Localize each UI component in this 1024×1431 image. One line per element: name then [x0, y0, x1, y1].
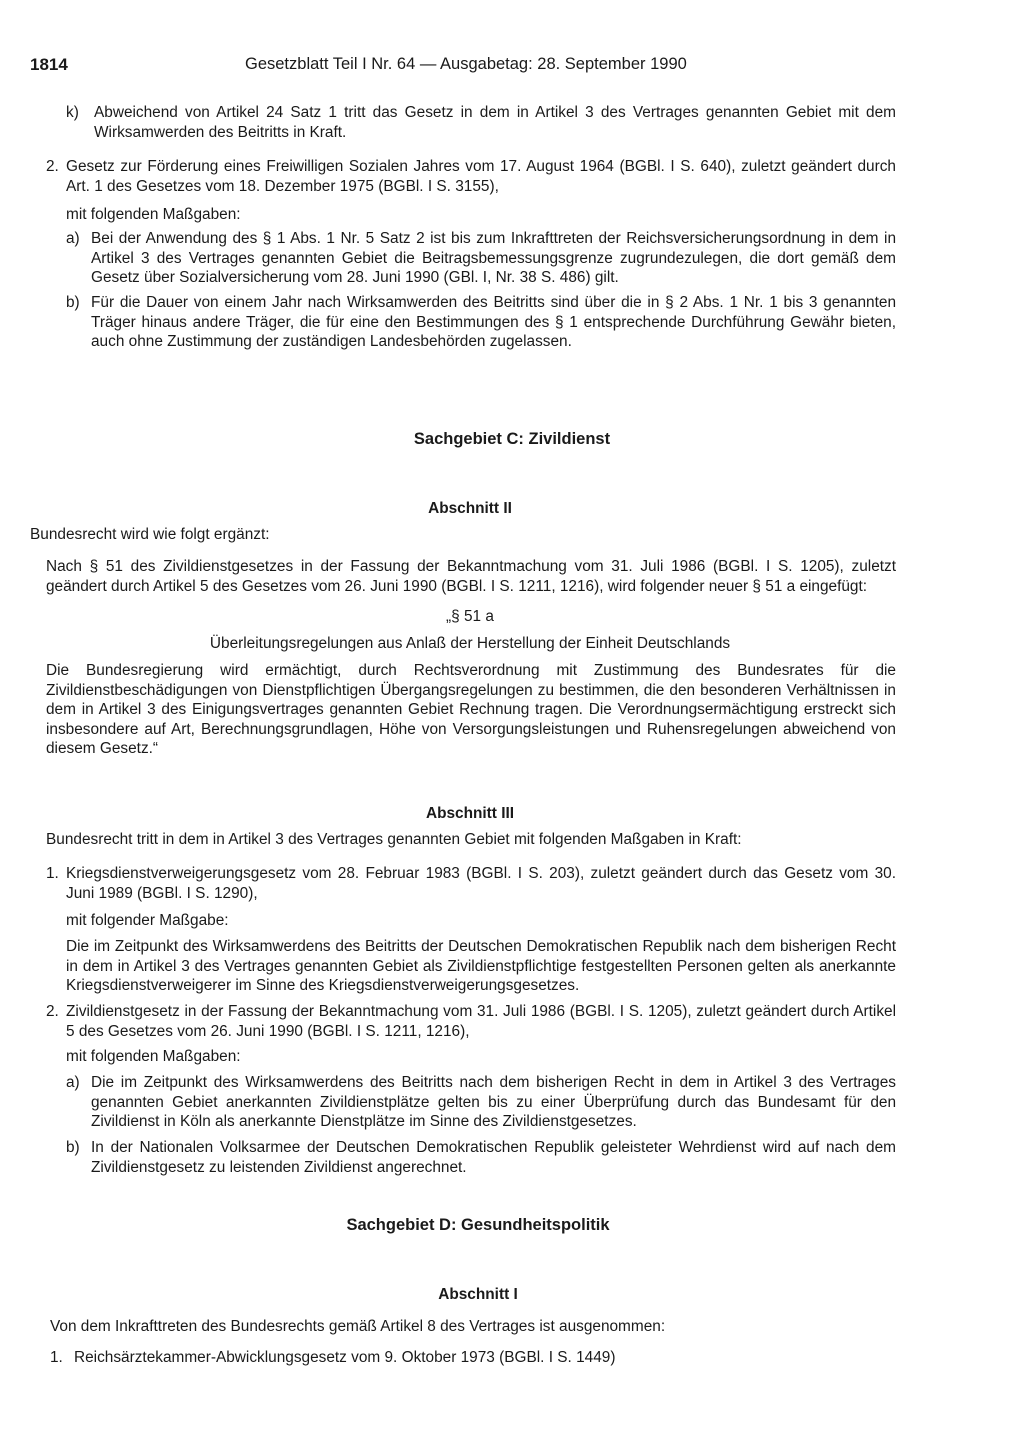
item-label: a) — [66, 1074, 80, 1091]
page-number: 1814 — [30, 55, 68, 74]
list-item-1-gesundheit — [50, 1348, 900, 1368]
list-item-2b-zivildienst — [66, 1138, 896, 1177]
list-item-2b — [66, 293, 896, 352]
abschnitt-iii-title: Abschnitt III — [425, 805, 515, 822]
list-item-k — [66, 103, 896, 142]
abschnitt-ii-intro: Bundesrecht wird wie folgt ergänzt: — [30, 526, 270, 543]
abschnitt-iii-intro: Bundesrecht tritt in dem in Artikel 3 des Vertrages genannten Gebiet mit folgenden Maßgaben in Kraft: — [46, 831, 742, 848]
item-label: 1. — [50, 1349, 63, 1366]
list-item-2 — [46, 157, 896, 196]
item-label: k) — [66, 104, 79, 121]
item-text: Reichsärztekammer-Abwicklungsgesetz vom 9. Oktober 1973 (BGBl. I S. 1449) — [74, 1349, 616, 1366]
item-text: Abweichend von Artikel 24 Satz 1 tritt das Gesetz in dem in Artikel 3 des Vertrages genannten Gebiet mit dem Wirksamwerden des Beitritts in Kraft. — [94, 104, 896, 141]
item-text: Gesetz zur Förderung eines Freiwilligen Sozialen Jahres vom 17. August 1964 (BGBl. I S. 640), zuletzt geändert durch Art. 1 des Gesetzes vom 18. Dezember 1975 (BGBl. I S. 3155), — [66, 158, 896, 195]
item-label: 2. — [46, 158, 59, 175]
item-label: 2. — [46, 1003, 59, 1020]
section-heading-c: Sachgebiet C: Zivildienst — [413, 430, 611, 448]
gazette-header-title: Gesetzblatt Teil I Nr. 64 — Ausgabetag: 28. September 1990 — [245, 55, 687, 73]
item-text: Kriegsdienstverweigerungsgesetz vom 28. Februar 1983 (BGBl. I S. 203), zuletzt geändert durch das Gesetz vom 30. Juni 1989 (BGBl. I S. 1290), — [66, 865, 896, 902]
list-item-1 — [46, 864, 896, 903]
provisos-intro-2: mit folgenden Maßgaben: — [66, 1048, 241, 1065]
proviso-intro: mit folgender Maßgabe: — [66, 912, 229, 929]
section-title: Überleitungsregelungen aus Anlaß der Herstellung der Einheit Deutschlands — [209, 635, 731, 652]
item-text: In der Nationalen Volksarmee der Deutschen Demokratischen Republik geleisteter Wehrdienst wird auf nach dem Zivildienstgesetz zu leistenden Zivildienst angerechnet. — [91, 1139, 896, 1176]
item-text: Die im Zeitpunkt des Wirksamwerdens des Beitritts nach dem bisherigen Recht in dem in Artikel 3 des Vertrages genannten Gebiet anerkannten Zivildienstplätze gelten bis zu einer Überprüfung durch das Bundesamt für den Zivildienst in Köln als anerkannte Dienstplätze im Sinne des Zivildienstgesetzes. — [91, 1074, 896, 1131]
abschnitt-ii-paragraph: Nach § 51 des Zivildienstgesetzes in der Fassung der Bekanntmachung vom 31. Juli 1986 (BGBl. I S. 1205), zuletzt geändert durch Artikel 5 des Gesetzes vom 26. Juni 1990 (BGBl. I S. 1211, 1216), wird folgender neuer § 51 a eingefügt: — [46, 558, 896, 595]
item-label: a) — [66, 230, 80, 247]
proviso-text: Die im Zeitpunkt des Wirksamwerdens des Beitritts der Deutschen Demokratischen Republik nach dem bisherigen Recht in dem in Artikel 3 des Vertrages genannten Gebiet als Zivildienstpflichtige festgestellten Personen gelten als anerkannte Kriegsdienstverweigerer im Sinne des Kriegsdienstverweigerungsgesetzes. — [66, 938, 896, 995]
section-mark: „§ 51 a — [446, 608, 494, 625]
item-label: 1. — [46, 865, 59, 882]
list-item-2-zivildienst — [46, 1002, 896, 1041]
item-text: Bei der Anwendung des § 1 Abs. 1 Nr. 5 Satz 2 ist bis zum Inkrafttreten der Reichsversicherungsordnung in dem in Artikel 3 des Vertrages genannten Gebiet die Beitragsbemessungsgrenze zugrundezulegen, die dort gemäß dem Gesetz über Sozialversicherung vom 28. Juni 1990 (GBl. I, Nr. 38 S. 486) gilt. — [91, 230, 896, 287]
list-item-2a-zivildienst — [66, 1073, 896, 1132]
section-heading-d: Sachgebiet D: Gesundheitspolitik — [346, 1216, 610, 1234]
abschnitt-ii-title: Abschnitt II — [428, 500, 512, 517]
abschnitt-i-title: Abschnitt I — [438, 1286, 518, 1303]
item-label: b) — [66, 294, 80, 311]
item-text: Zivildienstgesetz in der Fassung der Bekanntmachung vom 31. Juli 1986 (BGBl. I S. 1205), zuletzt geändert durch Artikel 5 des Gesetzes vom 26. Juni 1990 (BGBl. I S. 1211, 1216), — [66, 1003, 896, 1040]
provisos-intro: mit folgenden Maßgaben: — [66, 206, 241, 223]
section-text: Die Bundesregierung wird ermächtigt, durch Rechtsverordnung mit Zustimmung des Bundesrates für die Zivildienstbeschädigungen von Dienstpflichtigen Übergangsregelungen zu bestimmen, die den besonderen Verhältnissen in dem in Artikel 3 des Einigungsvertrages genannten Gebiet Rechnung tragen. Die Verordnungsermächtigung erstreckt sich insbesondere auf Art, Berechnungsgrundlagen, Höhe von Versorgungsleistungen und Ruhensregelungen abweichend von diesem Gesetz.“ — [46, 662, 896, 758]
list-item-2a — [66, 229, 896, 288]
abschnitt-i-intro: Von dem Inkrafttreten des Bundesrechts gemäß Artikel 8 des Vertrages ist ausgenommen: — [50, 1318, 666, 1335]
item-label: b) — [66, 1139, 80, 1156]
item-text: Für die Dauer von einem Jahr nach Wirksamwerden des Beitritts sind über die in § 2 Abs. 1 Nr. 1 bis 3 genannten Träger hinaus andere Träger, die für eine den Bestimmungen des § 1 entsprechende Durchführung Gewähr bieten, auch ohne Zustimmung der zuständigen Landesbehörden zugelassen. — [91, 294, 896, 351]
